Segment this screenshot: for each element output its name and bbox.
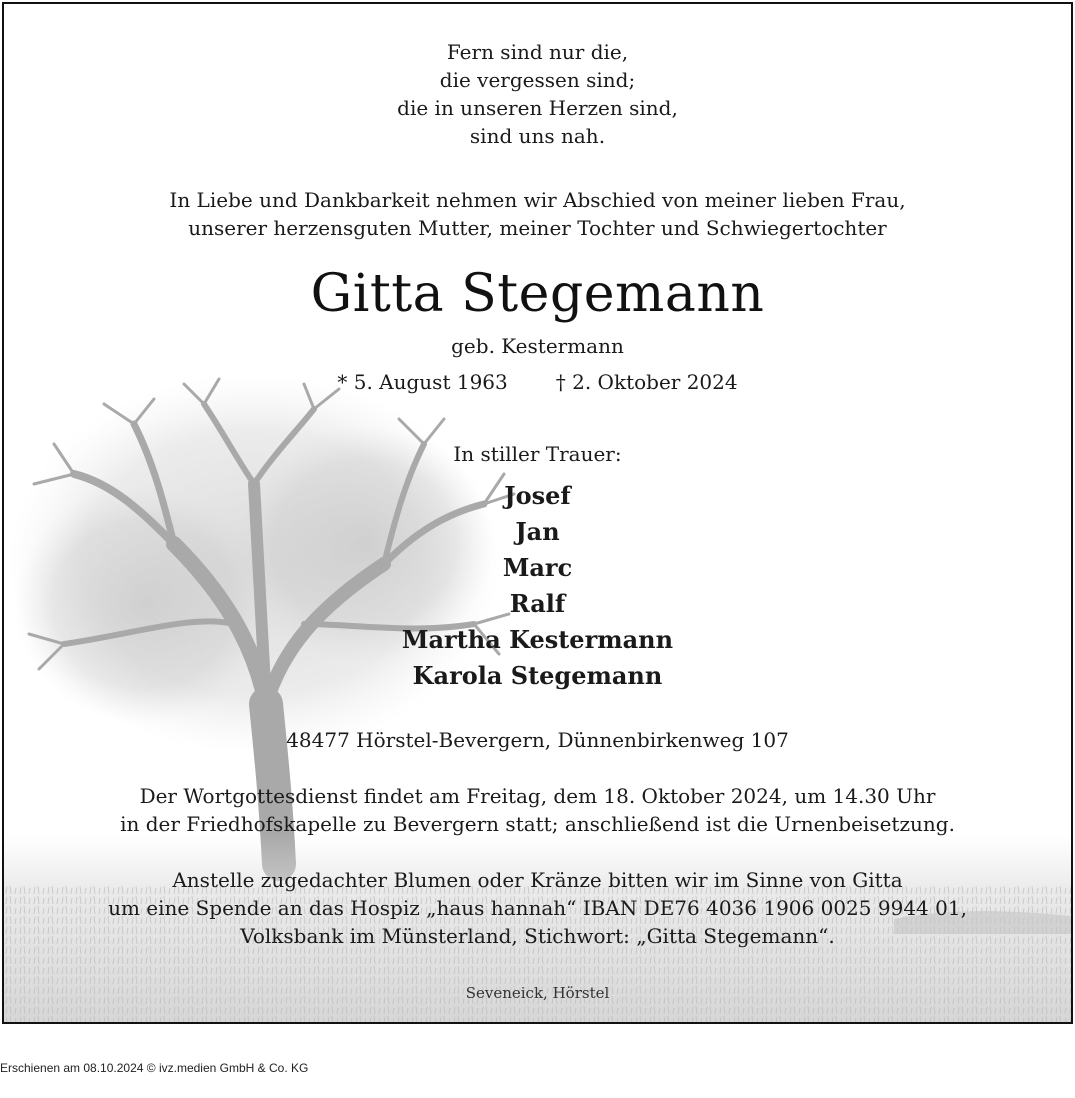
mourner-name: Jan: [515, 517, 560, 546]
mourning-label: In stiller Trauer:: [453, 442, 622, 466]
intro-text: [4, 186, 1071, 242]
obituary-notice: [2, 2, 1073, 1024]
birth-date: * 5. August 1963: [337, 370, 508, 394]
mourner-name: Ralf: [509, 589, 566, 618]
poem-line: Fern sind nur die,: [446, 40, 629, 64]
mourners-list: [4, 478, 1071, 694]
mourner-name: Josef: [504, 481, 571, 510]
poem-line: sind uns nah.: [469, 124, 606, 148]
service-line: Der Wortgottesdienst findet am Freitag, dem 18. Oktober 2024, um 14.30 Uhr: [139, 784, 936, 808]
notice-content: [4, 4, 1071, 1022]
mourner-name: Karola Stegemann: [412, 661, 663, 690]
poem-line: die in unseren Herzen sind,: [397, 96, 678, 120]
mourner-name: Martha Kestermann: [401, 625, 674, 654]
service-info: [4, 782, 1071, 838]
publication-footer: Erschienen am 08.10.2024 © ivz.medien GmbH & Co. KG: [0, 1061, 309, 1075]
donation-line: Volksbank im Münsterland, Stichwort: „Gitta Stegemann“.: [240, 924, 835, 948]
family-address: 48477 Hörstel-Bevergern, Dünnenbirkenweg 107: [286, 728, 789, 752]
maiden-name: geb. Kestermann: [451, 334, 624, 358]
death-date: † 2. Oktober 2024: [555, 370, 738, 394]
service-line: in der Friedhofskapelle zu Bevergern statt; anschließend ist die Urnenbeisetzung.: [120, 812, 955, 836]
poem-line: die vergessen sind;: [439, 68, 636, 92]
life-dates: [4, 368, 1071, 396]
intro-line: unserer herzensguten Mutter, meiner Tochter und Schwiegertochter: [188, 216, 887, 240]
funeral-home-signature: Seveneick, Hörstel: [465, 984, 610, 1002]
deceased-name: Gitta Stegemann: [310, 264, 765, 324]
poem: [4, 38, 1071, 150]
donation-line: Anstelle zugedachter Blumen oder Kränze bitten wir im Sinne von Gitta: [172, 868, 903, 892]
donation-line: um eine Spende an das Hospiz „haus hannah“ IBAN DE76 4036 1906 0025 9944 01,: [108, 896, 967, 920]
donation-info: [4, 866, 1071, 950]
intro-line: In Liebe und Dankbarkeit nehmen wir Abschied von meiner lieben Frau,: [169, 188, 906, 212]
mourner-name: Marc: [502, 553, 573, 582]
